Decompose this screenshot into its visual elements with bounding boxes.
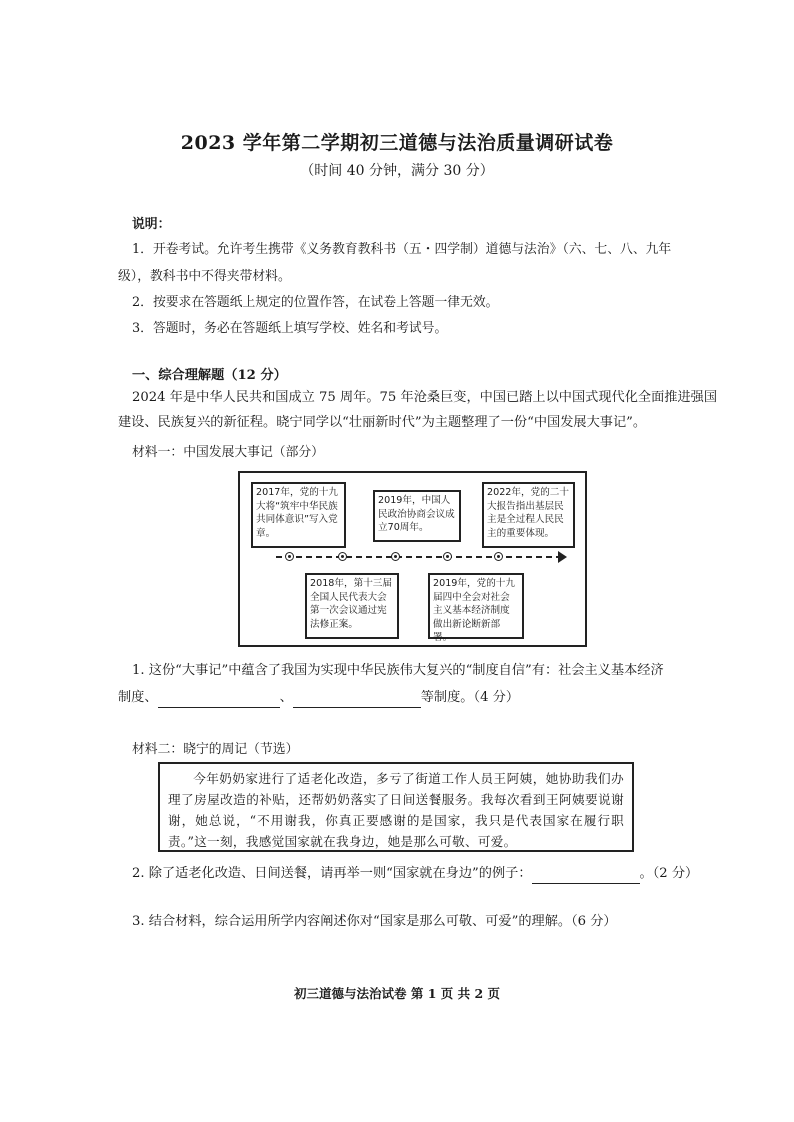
material-1-label: 材料一：中国发展大事记（部分） xyxy=(132,445,324,460)
question-2-suffix: 。（2 分） xyxy=(639,866,699,881)
timeline-dot xyxy=(391,552,400,561)
question-3: 3. 结合材料，综合运用所学内容阐述你对“国家是那么可敬、可爱”的理解。（6 分） xyxy=(132,914,617,929)
page-footer: 初三道德与法治试卷 第 1 页 共 2 页 xyxy=(293,986,500,1001)
instruction-item-2: 2．按要求在答题纸上规定的位置作答，在试卷上答题一律无效。 xyxy=(132,295,499,310)
instruction-item-1-line-1: 1．开卷考试。允许考生携带《义务教育教科书（五・四学制）道德与法治》（六、七、八、九年 xyxy=(132,242,672,257)
instruction-item-1-line-2: 级），教科书中不得夹带材料。 xyxy=(118,269,291,284)
timeline-dot xyxy=(494,552,503,561)
timeline-dot xyxy=(338,552,347,561)
timeline-arrow-icon xyxy=(558,551,567,563)
timeline-dot xyxy=(285,552,294,561)
exam-title: 2023 学年第二学期初三道德与法治质量调研试卷 xyxy=(180,132,614,154)
timeline-figure xyxy=(238,471,587,647)
timeline-event-2019-plenum: 2019年，党的十九届四中全会对社会主义基本经济制度做出新论断新部署。 xyxy=(428,573,524,639)
timeline-event-2017: 2017年，党的十九大将“筑牢中华民族共同体意识”写入党章。 xyxy=(251,482,346,548)
material-2-label: 材料二：晓宁的周记（节选） xyxy=(132,742,299,757)
instructions-heading: 说明： xyxy=(132,217,171,232)
question-2 xyxy=(132,864,698,884)
question-1-suffix: 等制度。（4 分） xyxy=(420,690,520,705)
timeline-event-2019-cppcc: 2019年，中国人民政治协商会议成立70周年。 xyxy=(373,490,461,542)
question-2-text: 2. 除了适老化改造、日间送餐，请再举一则“国家就在身边”的例子： xyxy=(132,866,532,881)
timeline-event-2022: 2022年，党的二十大报告指出基层民主是全过程人民民主的重要体现。 xyxy=(482,482,575,548)
question-1-line-1: 1. 这份“大事记”中蕴含了我国为实现中华民族伟大复兴的“制度自信”有：社会主义基本经济 xyxy=(132,663,664,678)
timeline-dot xyxy=(443,552,452,561)
timeline-axis xyxy=(276,556,562,558)
answer-blank-3[interactable] xyxy=(532,869,640,884)
question-1-separator: 、 xyxy=(279,690,293,705)
diary-text: 今年奶奶家进行了适老化改造，多亏了街道工作人员王阿姨，她协助我们办理了房屋改造的补贴，还帮奶奶落实了日间送餐服务。我每次看到王阿姨要说谢谢，她总说，“不用谢我，你真正要感谢的是国家，我只是代表国家在履行职责。”这一刻，我感觉国家就在我身边，她是那么可敬、可爱。 xyxy=(168,771,624,849)
timeline-event-2018: 2018年，第十三届全国人民代表大会第一次会议通过宪法修正案。 xyxy=(305,573,399,639)
diary-excerpt-box xyxy=(158,762,634,852)
instruction-item-3: 3．答题时，务必在答题纸上填写学校、姓名和考试号。 xyxy=(132,321,448,336)
section-1-intro-line-2: 建设、民族复兴的新征程。晓宁同学以“壮丽新时代”为主题整理了一份“中国发展大事记”。 xyxy=(118,415,647,430)
exam-subtitle: （时间 40 分钟，满分 30 分） xyxy=(300,163,494,179)
answer-blank-1[interactable] xyxy=(158,693,280,708)
section-1-intro-line-1: 2024 年是中华人民共和国成立 75 周年。75 年沧桑巨变，中国已踏上以中国式现代化全面推进强国 xyxy=(132,390,718,405)
section-1-heading: 一、综合理解题（12 分） xyxy=(132,368,287,383)
question-1-line-2 xyxy=(118,688,519,708)
question-1-prefix: 制度、 xyxy=(118,690,158,705)
answer-blank-2[interactable] xyxy=(293,693,421,708)
